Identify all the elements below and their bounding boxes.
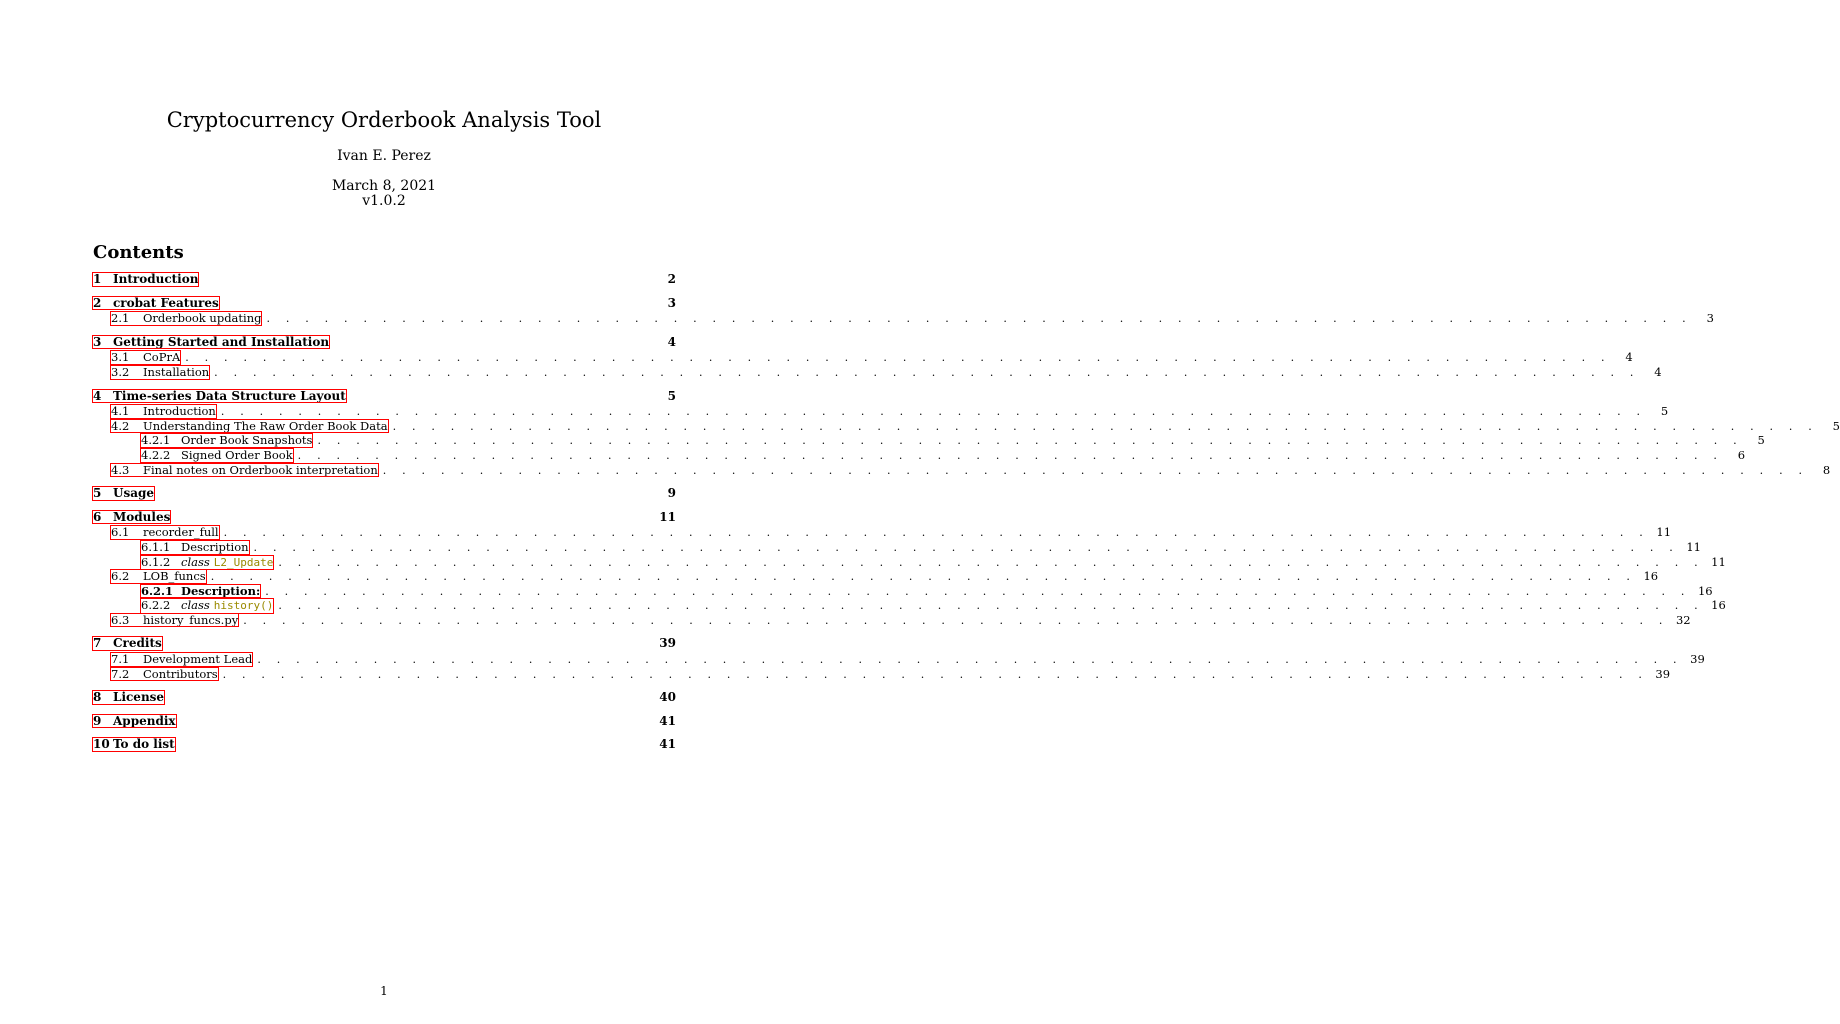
toc-page: 39 — [659, 636, 676, 651]
toc-number: 8 — [93, 690, 102, 705]
toc-link-modules[interactable] — [92, 510, 171, 525]
toc-title: Order Book Snapshots — [181, 433, 313, 448]
toc-number: 6.2.1 — [141, 583, 174, 598]
toc-number: 2.1 — [111, 311, 130, 326]
toc-number: 5 — [93, 486, 102, 501]
toc-title: Orderbook updating — [143, 311, 262, 326]
toc-leader: . . . . . . . . . . . . . . . . . . . . . . . . . . . . . . . . . . . . . . . . . . . . . . . . . . . . . . . . . . . . . . . . . . . . . . . . . . — [210, 570, 1637, 584]
toc-entry-history — [92, 598, 1726, 613]
toc-title: Description — [181, 539, 249, 554]
toc-page: 16 — [1711, 598, 1726, 613]
toc-page: 5 — [1757, 433, 1765, 448]
toc-page: 40 — [659, 690, 676, 705]
toc-leader: . . . . . . . . . . . . . . . . . . . . . . . . . . . . . . . . . . . . . . . . . . . . . . . . . . . . . . . . . . . . . . . . . . . . . . . . . . — [253, 540, 1679, 554]
toc-entry-lob-funcs — [92, 569, 1659, 584]
toc-link-introduction-4-1[interactable] — [110, 404, 217, 419]
toc-entry-introduction-4-1 — [92, 404, 1669, 419]
toc-page: 41 — [659, 713, 676, 728]
toc-title: Credits — [113, 636, 162, 651]
toc-link-development-lead[interactable] — [110, 652, 253, 667]
toc-link-time-series[interactable] — [92, 389, 347, 404]
toc-leader: . . . . . . . . . . . . . . . . . . . . . . . . . . . . . . . . . . . . . . . . . . . . . . . . . . . . . . . . . . . . . . . . . . . . . . . . . . — [257, 653, 1683, 667]
toc-code-title: L2_Update — [213, 555, 274, 569]
toc-leader: . . . . . . . . . . . . . . . . . . . . . . . . . . . . . . . . . . . . . . . . . . . . . . . . . . . . . . . . . . . . . . . . . . . . . . . . . . — [278, 555, 1704, 569]
toc-title: Final notes on Orderbook interpretation — [143, 462, 378, 477]
toc-link-orderbook-updating[interactable] — [110, 311, 262, 326]
toc-link-description-6-2-1[interactable] — [140, 584, 261, 599]
toc-number: 7.1 — [111, 652, 130, 667]
toc-entry-license — [92, 690, 676, 705]
toc-title: Signed Order Book — [181, 447, 293, 462]
toc-page: 3 — [1706, 311, 1714, 326]
toc-title: Description: — [181, 583, 261, 598]
toc-page: 39 — [1655, 666, 1671, 681]
toc-page: 11 — [1686, 539, 1701, 554]
toc-number: 6.1 — [111, 525, 130, 540]
toc-link-l2-update[interactable] — [140, 555, 274, 571]
toc-title: To do list — [113, 737, 175, 752]
toc-number: 4.1 — [111, 404, 130, 419]
toc-leader: . . . . . . . . . . . . . . . . . . . . . . . . . . . . . . . . . . . . . . . . . . . . . . . . . . . . . . . . . . . . . . . . . . . . . . . . . . — [185, 351, 1611, 365]
toc-link-raw-order-book[interactable] — [110, 419, 389, 434]
toc-link-contributors[interactable] — [110, 667, 219, 682]
toc-page: 11 — [1656, 525, 1672, 540]
toc-section-1 — [92, 272, 676, 287]
toc-entry-contributors — [92, 666, 1671, 682]
toc-link-license[interactable] — [92, 690, 165, 705]
toc-entry-order-book-snapshots — [92, 433, 1765, 448]
toc-entry-usage — [92, 486, 676, 501]
contents-heading: Contents — [93, 242, 184, 263]
toc-number: 4.3 — [111, 462, 130, 477]
toc-page: 11 — [659, 509, 676, 524]
toc-number: 4 — [93, 388, 102, 403]
toc-title: crobat Features — [113, 295, 219, 310]
toc-entry-crobat-features — [92, 296, 676, 311]
toc-number: 7.2 — [111, 666, 130, 681]
toc-title: Appendix — [113, 713, 176, 728]
toc-page: 32 — [1675, 612, 1691, 627]
toc-title: Usage — [113, 486, 155, 501]
toc-link-copra[interactable] — [110, 350, 181, 365]
document-version: v1.0.2 — [362, 193, 406, 209]
table-of-contents — [92, 272, 1840, 761]
toc-leader: . . . . . . . . . . . . . . . . . . . . . . . . . . . . . . . . . . . . . . . . . . . . . . . . . . . . . . . . . . . . . . . . . . . . . . . . . . — [266, 312, 1692, 326]
toc-entry-recorder-full — [92, 525, 1672, 540]
toc-page: 9 — [667, 486, 676, 501]
toc-number: 3.2 — [111, 364, 130, 379]
toc-entry-raw-order-book — [92, 418, 1840, 434]
toc-page: 16 — [1697, 583, 1713, 598]
toc-leader: . . . . . . . . . . . . . . . . . . . . . . . . . . . . . . . . . . . . . . . . . . . . . . . . . . . . . . . . . . . . . . . . . . . . . . . . . . — [297, 448, 1724, 462]
toc-leader: . . . . . . . . . . . . . . . . . . . . . . . . . . . . . . . . . . . . . . . . . . . . . . . . . . . . . . . . . . . . . . . . . . . . . . . . . . — [243, 613, 1669, 627]
toc-number: 4.2.2 — [141, 447, 171, 462]
toc-number: 7 — [93, 636, 102, 651]
toc-link-to-do-list[interactable] — [92, 737, 176, 752]
toc-title: Installation — [143, 364, 210, 379]
document-author: Ivan E. Perez — [337, 148, 431, 164]
toc-entry-development-lead — [92, 652, 1705, 667]
toc-entry-installation — [92, 364, 1662, 380]
toc-entry-l2-update — [92, 554, 1726, 570]
toc-leader: . . . . . . . . . . . . . . . . . . . . . . . . . . . . . . . . . . . . . . . . . . . . . . . . . . . . . . . . . . . . . . . . . . . . . . . . . . — [278, 599, 1704, 613]
toc-link-lob-funcs[interactable] — [110, 569, 207, 584]
toc-number: 3.1 — [111, 350, 130, 365]
toc-number: 3 — [93, 334, 102, 349]
toc-entry-appendix — [92, 714, 676, 729]
toc-link-description-6-1-1[interactable] — [140, 540, 250, 555]
toc-section-6 — [92, 509, 1726, 628]
toc-entry-credits — [92, 636, 676, 651]
toc-link-usage[interactable] — [92, 486, 155, 501]
toc-leader: . . . . . . . . . . . . . . . . . . . . . . . . . . . . . . . . . . . . . . . . . . . . . . . . . . . . . . . . . . . . . . . . . . . . . . . . . . — [317, 434, 1743, 448]
toc-page: 3 — [667, 295, 676, 310]
toc-number: 6.1.2 — [141, 554, 171, 569]
document-date: March 8, 2021 — [331, 178, 437, 194]
toc-link-introduction[interactable] — [92, 272, 199, 287]
toc-page: 41 — [659, 737, 676, 752]
toc-title: Contributors — [143, 666, 218, 681]
toc-number: 4.2 — [111, 418, 130, 433]
toc-entry-final-notes — [92, 462, 1831, 478]
toc-entry-description-6-2-1 — [92, 583, 1713, 599]
toc-title: history_funcs.py — [143, 612, 239, 627]
toc-title: Introduction — [143, 404, 216, 419]
toc-number: 6.2 — [111, 569, 130, 584]
toc-entry-getting-started — [92, 335, 676, 350]
toc-page: 5 — [1660, 404, 1669, 419]
toc-section-10 — [92, 737, 676, 752]
toc-number: 6.3 — [111, 612, 130, 627]
toc-section-9 — [92, 714, 676, 729]
toc-number: 2 — [93, 295, 102, 310]
toc-link-installation[interactable] — [110, 365, 210, 380]
toc-leader: . . . . . . . . . . . . . . . . . . . . . . . . . . . . . . . . . . . . . . . . . . . . . . . . . . . . . . . . . . . . . . . . . . . . . . . . . . — [223, 526, 1650, 540]
toc-number: 1 — [93, 272, 102, 286]
toc-page: 4 — [667, 334, 676, 349]
toc-class-prefix: class — [181, 554, 210, 569]
toc-leader: . . . . . . . . . . . . . . . . . . . . . . . . . . . . . . . . . . . . . . . . . . . . . . . . . . . . . . . . . . . . . . . . . . . . . . . . . . — [392, 419, 1818, 433]
toc-title: recorder_full — [143, 525, 219, 540]
document-title: Cryptocurrency Orderbook Analysis Tool — [166, 108, 602, 132]
toc-leader: . . . . . . . . . . . . . . . . . . . . . . . . . . . . . . . . . . . . . . . . . . . . . . . . . . . . . . . . . . . . . . . . . . . . . . . . . . — [214, 365, 1640, 379]
toc-leader: . . . . . . . . . . . . . . . . . . . . . . . . . . . . . . . . . . . . . . . . . . . . . . . . . . . . . . . . . . . . . . . . . . . . . . . . . . — [220, 405, 1647, 419]
toc-link-history-funcs[interactable] — [110, 613, 239, 628]
toc-number: 6 — [93, 509, 102, 524]
toc-page: 39 — [1690, 652, 1705, 667]
toc-title: CoPrA — [143, 350, 181, 365]
toc-section-8 — [92, 690, 676, 705]
toc-title: Modules — [113, 509, 171, 524]
page-number: 1 — [380, 984, 388, 998]
toc-page: 11 — [1711, 554, 1726, 569]
toc-link-getting-started[interactable] — [92, 335, 330, 350]
toc-link-crobat-features[interactable] — [92, 296, 220, 311]
toc-section-5 — [92, 486, 676, 501]
toc-entry-signed-order-book — [92, 447, 1746, 463]
toc-page: 4 — [1654, 364, 1662, 379]
toc-link-recorder-full[interactable] — [110, 525, 220, 540]
toc-entry-introduction — [92, 272, 676, 287]
toc-link-appendix[interactable] — [92, 714, 177, 729]
toc-entry-time-series — [92, 389, 676, 404]
toc-entry-description-6-1-1 — [92, 539, 1701, 555]
toc-link-order-book-snapshots[interactable] — [140, 433, 313, 448]
toc-section-4 — [92, 388, 1840, 478]
toc-title: Introduction — [113, 272, 199, 286]
toc-leader: . . . . . . . . . . . . . . . . . . . . . . . . . . . . . . . . . . . . . . . . . . . . . . . . . . . . . . . . . . . . . . . . . . . . . . . . . . — [382, 463, 1809, 477]
toc-number: 6.1.1 — [141, 539, 171, 554]
toc-section-3 — [92, 334, 1662, 380]
toc-title: Getting Started and Installation — [113, 334, 330, 349]
toc-page: 8 — [1822, 462, 1831, 477]
toc-entry-orderbook-updating — [92, 311, 1714, 326]
toc-title: Understanding The Raw Order Book Data — [143, 418, 388, 433]
toc-number: 4.2.1 — [141, 433, 171, 448]
toc-section-2 — [92, 295, 1714, 326]
toc-code-title: history() — [213, 599, 274, 613]
toc-number: 9 — [93, 713, 102, 728]
toc-page: 5 — [1832, 418, 1840, 433]
toc-leader: . . . . . . . . . . . . . . . . . . . . . . . . . . . . . . . . . . . . . . . . . . . . . . . . . . . . . . . . . . . . . . . . . . . . . . . . . . — [222, 667, 1649, 681]
toc-title: Development Lead — [143, 652, 253, 667]
toc-leader: . . . . . . . . . . . . . . . . . . . . . . . . . . . . . . . . . . . . . . . . . . . . . . . . . . . . . . . . . . . . . . . . . . . . . . . . . . — [265, 584, 1691, 598]
toc-link-signed-order-book[interactable] — [140, 448, 294, 463]
toc-page: 6 — [1737, 447, 1746, 462]
toc-entry-modules — [92, 510, 676, 525]
toc-link-history[interactable] — [140, 598, 274, 614]
toc-page: 4 — [1625, 350, 1633, 365]
toc-entry-history-funcs — [92, 612, 1691, 628]
toc-number: 10 — [93, 737, 110, 752]
toc-page: 16 — [1643, 569, 1659, 584]
toc-page: 5 — [667, 388, 676, 403]
toc-title: License — [113, 690, 165, 705]
toc-section-7 — [92, 636, 1705, 681]
toc-page: 2 — [667, 272, 676, 286]
toc-entry-to-do-list — [92, 737, 676, 752]
toc-entry-copra — [92, 350, 1633, 365]
toc-title: LOB_funcs — [143, 569, 206, 584]
toc-title: Time-series Data Structure Layout — [113, 388, 346, 403]
toc-number: 6.2.2 — [141, 598, 171, 613]
toc-link-final-notes[interactable] — [110, 463, 379, 478]
toc-class-prefix: class — [181, 598, 210, 613]
toc-link-credits[interactable] — [92, 636, 163, 651]
